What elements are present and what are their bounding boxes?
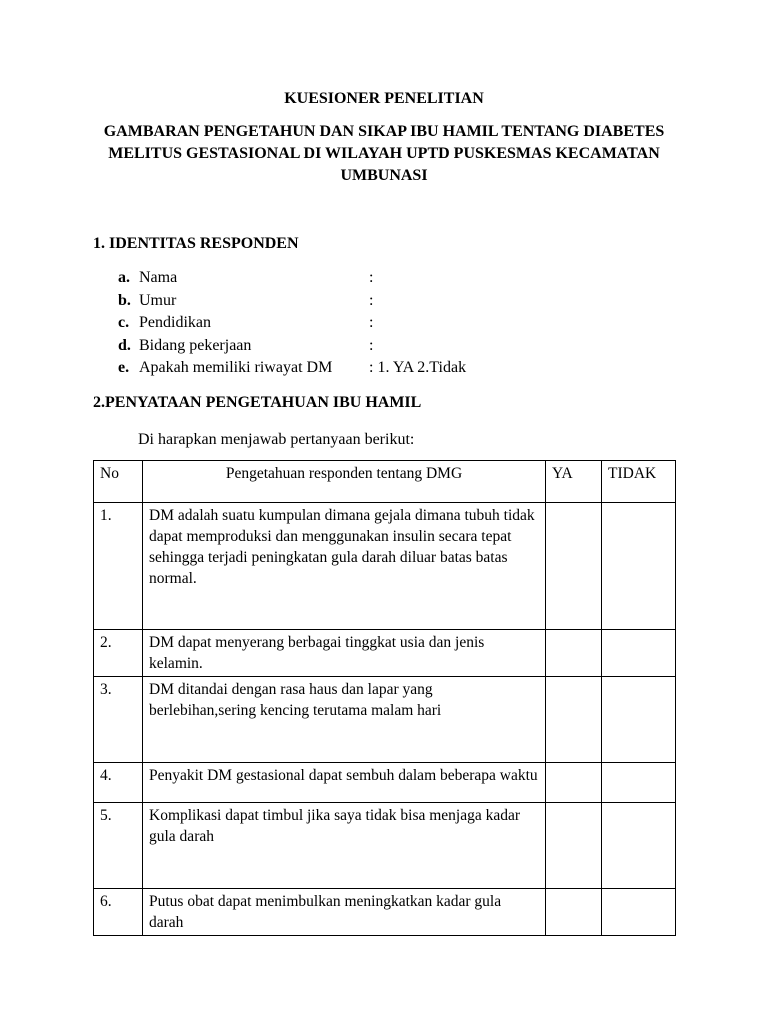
section-heading-knowledge: 2.PENYATAAN PENGETAHUAN IBU HAMIL [93,394,422,411]
identity-label: Bidang pekerjaan [139,336,252,354]
identity-row [118,267,466,290]
table-header-row [94,461,676,503]
row-question: Putus obat dapat menimbulkan meningkatkan kadar gula darah [143,889,546,936]
identity-value: : [369,269,374,286]
table-row [94,763,676,803]
row-question: DM adalah suatu kumpulan dimana gejala dimana tubuh tidak dapat memproduksi dan menggunakan insulin secara tepat sehingga terjadi peningkatan gula darah diluar batas batas normal. [143,503,546,630]
row-question: Penyakit DM gestasional dapat sembuh dalam beberapa waktu [143,763,546,803]
identity-letter: c. [118,314,130,331]
row-number: 2. [94,630,143,677]
identity-letter: d. [118,336,131,354]
table-row [94,677,676,763]
header-no: No [94,461,143,503]
table-row [94,803,676,889]
answer-ya-cell[interactable] [546,503,602,630]
identity-row [118,290,466,313]
answer-ya-cell[interactable] [546,630,602,677]
answer-tidak-cell[interactable] [602,889,676,936]
identity-label: Pendidikan [139,314,211,331]
row-number: 6. [94,889,143,936]
answer-ya-cell[interactable] [546,677,602,763]
identity-row [118,312,466,335]
identity-letter: b. [118,291,131,309]
section-heading-identity: 1. IDENTITAS RESPONDEN [93,235,299,252]
identity-value: : [369,336,374,354]
identity-letter: a. [118,269,130,286]
answer-tidak-cell[interactable] [602,803,676,889]
row-number: 1. [94,503,143,630]
table-row [94,630,676,677]
answer-tidak-cell[interactable] [602,763,676,803]
row-number: 3. [94,677,143,763]
identity-list [118,267,466,380]
row-number: 4. [94,763,143,803]
answer-tidak-cell[interactable] [602,630,676,677]
identity-value: : [369,291,374,309]
document-subtitle: GAMBARAN PENGETAHUN DAN SIKAP IBU HAMIL TENTANG DIABETES MELITUS GESTASIONAL DI WILAYAH UPTD PUSKESMAS KECAMATAN UMBUNASI [103,123,665,184]
document-title: KUESIONER PENELITIAN [284,90,484,107]
identity-letter: e. [118,359,130,376]
instruction-text: Di harapkan menjawab pertanyaan berikut: [138,431,415,448]
answer-tidak-cell[interactable] [602,677,676,763]
identity-value: : [369,314,374,331]
answer-ya-cell[interactable] [546,889,602,936]
header-question: Pengetahuan responden tentang DMG [143,461,546,503]
identity-label: Apakah memiliki riwayat DM [139,359,333,376]
row-number: 5. [94,803,143,889]
table-row [94,889,676,936]
answer-ya-cell[interactable] [546,763,602,803]
header-ya: YA [546,461,602,503]
table-row [94,503,676,630]
row-question: Komplikasi dapat timbul jika saya tidak bisa menjaga kadar gula darah [143,803,546,889]
identity-row [118,335,466,358]
answer-ya-cell[interactable] [546,803,602,889]
row-question: DM ditandai dengan rasa haus dan lapar yang berlebihan,sering kencing terutama malam hari [143,677,546,763]
identity-value: : 1. YA 2.Tidak [369,359,467,376]
identity-row [118,357,466,380]
identity-label: Nama [139,269,178,286]
row-question: DM dapat menyerang berbagai tinggkat usia dan jenis kelamin. [143,630,546,677]
answer-tidak-cell[interactable] [602,503,676,630]
identity-label: Umur [139,291,177,309]
header-tidak: TIDAK [602,461,676,503]
knowledge-table [93,460,676,936]
